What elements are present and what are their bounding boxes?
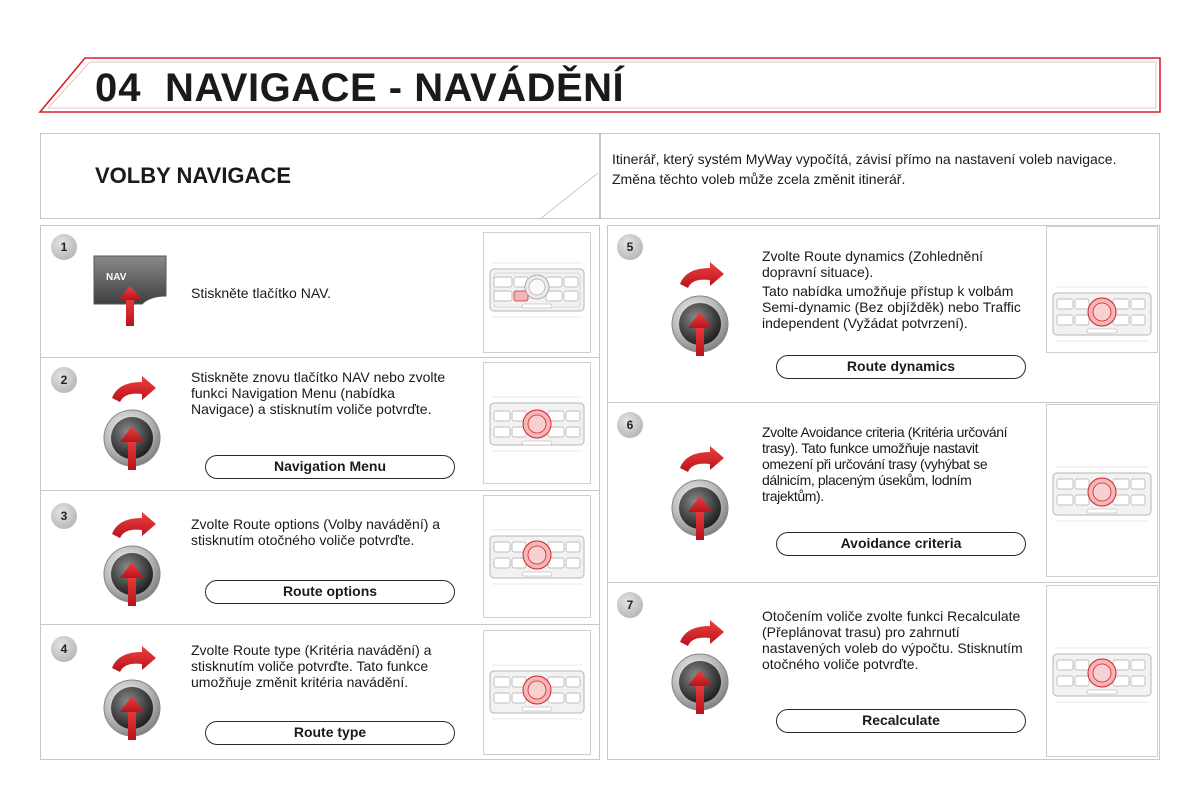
- control-panel-thumbnail: [483, 362, 591, 484]
- step-paragraph: Zvolte Route dynamics (Zohlednění dopravní situace).: [762, 248, 983, 280]
- step-number: 2: [51, 367, 77, 393]
- step-number: 6: [617, 412, 643, 438]
- nav-button-label: NAV: [106, 272, 127, 283]
- rotary-knob-icon: [100, 508, 170, 618]
- step-4-text: [191, 642, 461, 693]
- menu-item-recalculate[interactable]: Recalculate: [776, 709, 1026, 733]
- rotate-arrow-icon: [680, 262, 724, 288]
- rotate-arrow-icon: [112, 512, 156, 538]
- step-2-text: [191, 369, 456, 420]
- step-number: 5: [617, 234, 643, 260]
- rotary-knob-icon: [668, 616, 738, 726]
- step-paragraph: Stiskněte znovu tlačítko NAV nebo zvolte funkci Navigation Menu (nabídka Navigace) a stisknutím voliče potvrďte.: [191, 369, 446, 417]
- section-heading: VOLBY NAVIGACE: [95, 163, 291, 188]
- step-paragraph: Zvolte Avoidance criteria (Kritéria určování trasy). Tato funkce umožňuje nastavit omezení při určování trasy (vyhýbat se dálnicím, placeným úsekům, lodním trajektům).: [762, 424, 1008, 504]
- divider: [607, 402, 1160, 403]
- step-6-text: [762, 424, 1027, 507]
- control-panel-icon: [1047, 586, 1157, 756]
- step-paragraph: Otočením voliče zvolte funkci Recalculate (Přeplánovat trasu) pro zahrnutí nastavených voleb do výpočtu. Stisknutím otočného voliče potvrďte.: [762, 608, 1023, 672]
- control-panel-icon: [484, 631, 590, 754]
- rotary-knob-icon: [668, 442, 738, 552]
- control-panel-thumbnail: [1046, 585, 1158, 757]
- rotate-arrow-icon: [680, 620, 724, 646]
- step-number: 1: [51, 234, 77, 260]
- step-7-text: [762, 608, 1027, 675]
- step-paragraph: Zvolte Route type (Kritéria navádění) a stisknutím voliče potvrďte. Tato funkce umožňuje změnit kritéria navádění.: [191, 642, 432, 690]
- divider: [40, 357, 600, 358]
- step-paragraph: Zvolte Route options (Volby navádění) a stisknutím otočného voliče potvrďte.: [191, 516, 441, 548]
- rotate-arrow-icon: [680, 446, 724, 472]
- control-panel-icon: [484, 496, 590, 617]
- step-1-text: [191, 285, 451, 304]
- menu-item-avoidance-criteria[interactable]: Avoidance criteria: [776, 532, 1026, 556]
- control-panel-thumbnail: [483, 630, 591, 755]
- rotary-knob-icon: [100, 372, 170, 482]
- divider: [40, 490, 600, 491]
- intro-paragraph: Změna těchto voleb může zcela změnit itinerář.: [612, 171, 906, 187]
- step-paragraph: Tato nabídka umožňuje přístup k volbám Semi-dynamic (Bez objížděk) nebo Traffic independent (Vyžádat potvrzení).: [762, 283, 1021, 331]
- step-3-text: [191, 516, 441, 551]
- menu-item-navigation-menu[interactable]: Navigation Menu: [205, 455, 455, 479]
- control-panel-thumbnail: [483, 495, 591, 618]
- chapter-number: 04: [95, 66, 142, 110]
- control-panel-icon: [484, 233, 590, 352]
- control-panel-icon: [1047, 405, 1157, 576]
- control-panel-thumbnail: [1046, 226, 1158, 353]
- intro-paragraph: Itinerář, který systém MyWay vypočítá, závisí přímo na nastavení voleb navigace.: [612, 151, 1117, 167]
- step-number: 7: [617, 592, 643, 618]
- rotate-arrow-icon: [112, 646, 156, 672]
- menu-item-route-type[interactable]: Route type: [205, 721, 455, 745]
- chapter-title: NAVIGACE - NAVÁDĚNÍ: [165, 66, 625, 110]
- callout-notch: [538, 133, 602, 220]
- rotary-knob-icon: [100, 642, 170, 752]
- divider: [40, 624, 600, 625]
- nav-button-icon: [90, 252, 170, 328]
- step-number: 3: [51, 503, 77, 529]
- menu-item-route-dynamics[interactable]: Route dynamics: [776, 355, 1026, 379]
- control-panel-thumbnail: [1046, 404, 1158, 577]
- rotary-knob-icon: [668, 258, 738, 368]
- intro-text: [612, 151, 1142, 191]
- rotate-arrow-icon: [112, 376, 156, 402]
- step-5-text: [762, 248, 1037, 334]
- divider: [607, 582, 1160, 583]
- menu-item-route-options[interactable]: Route options: [205, 580, 455, 604]
- step-paragraph: Stiskněte tlačítko NAV.: [191, 285, 332, 301]
- control-panel-icon: [1047, 227, 1157, 352]
- control-panel-thumbnail: [483, 232, 591, 353]
- control-panel-icon: [484, 363, 590, 483]
- step-number: 4: [51, 636, 77, 662]
